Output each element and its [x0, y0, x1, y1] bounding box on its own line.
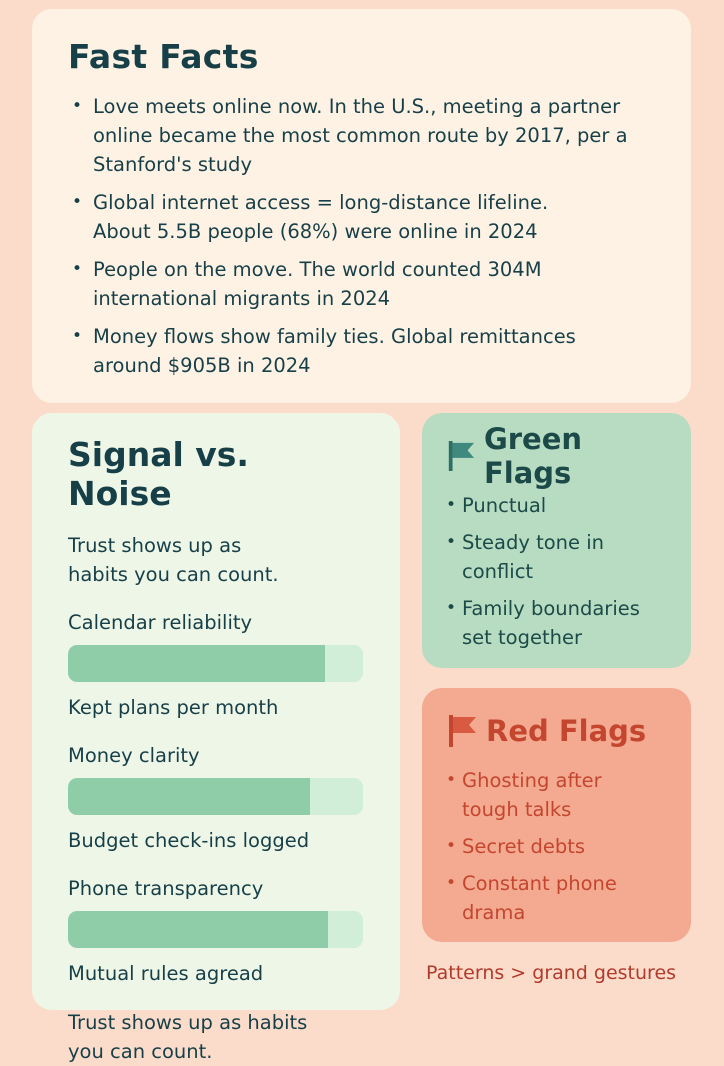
list-item: • Global internet access = long-distance lifeline. About 5.5B people (68%) were online in 2024 [68, 188, 655, 246]
metric-phone-transparency [68, 875, 364, 988]
list-item: • Constant phone drama [446, 869, 667, 927]
list-item: • People on the move. The world counted 304M international migrants in 2024 [68, 255, 655, 313]
list-item: • Family boundaries set together [446, 594, 667, 652]
red-flags-list [446, 766, 667, 927]
progress-fill [68, 778, 310, 815]
green-flags-title: Green Flags [483, 422, 583, 490]
progress-bar [68, 645, 363, 682]
flag-icon [446, 438, 476, 474]
metric-caption: Budget check-ins logged [68, 829, 310, 852]
progress-fill [68, 911, 328, 948]
list-item: • Ghosting after tough talks [446, 766, 667, 824]
red-flags-header [446, 710, 667, 752]
list-item: • Punctual [446, 491, 667, 520]
metric-label: Calendar reliability [68, 611, 253, 634]
fast-facts-list [68, 92, 655, 380]
progress-fill [68, 645, 325, 682]
progress-bar [68, 778, 363, 815]
green-flags-card [422, 413, 691, 668]
metric-calendar-reliability [68, 609, 364, 722]
footer-note: Patterns > grand gestures [426, 962, 677, 984]
metric-label: Money clarity [68, 744, 200, 767]
metric-money-clarity [68, 742, 364, 855]
list-item: • Secret debts [446, 832, 667, 861]
list-item: • Money flows show family ties. Global remittances around $905B in 2024 [68, 322, 655, 380]
red-flags-card [422, 688, 691, 942]
fast-facts-card [32, 9, 691, 403]
list-item: • Steady tone in conflict [446, 528, 667, 586]
metric-label: Phone transparency [68, 877, 264, 900]
red-flags-title: Red Flags [486, 714, 647, 748]
metric-caption: Mutual rules agread [68, 962, 264, 985]
signal-intro: Trust shows up as habits you can count. [68, 534, 279, 586]
progress-bar [68, 911, 363, 948]
flag-icon [446, 713, 478, 749]
list-item: • Love meets online now. In the U.S., meeting a partner online became the most common route by 2017, per a Stanford's study [68, 92, 655, 179]
signal-outro: Trust shows up as habits you can count. [68, 1011, 308, 1063]
signal-title: Signal vs. Noise [68, 435, 249, 513]
metric-caption: Kept plans per month [68, 696, 279, 719]
green-flags-header [446, 422, 667, 490]
signal-vs-noise-card [32, 413, 400, 1063]
fast-facts-title: Fast Facts [68, 37, 259, 76]
green-flags-list [446, 491, 667, 652]
